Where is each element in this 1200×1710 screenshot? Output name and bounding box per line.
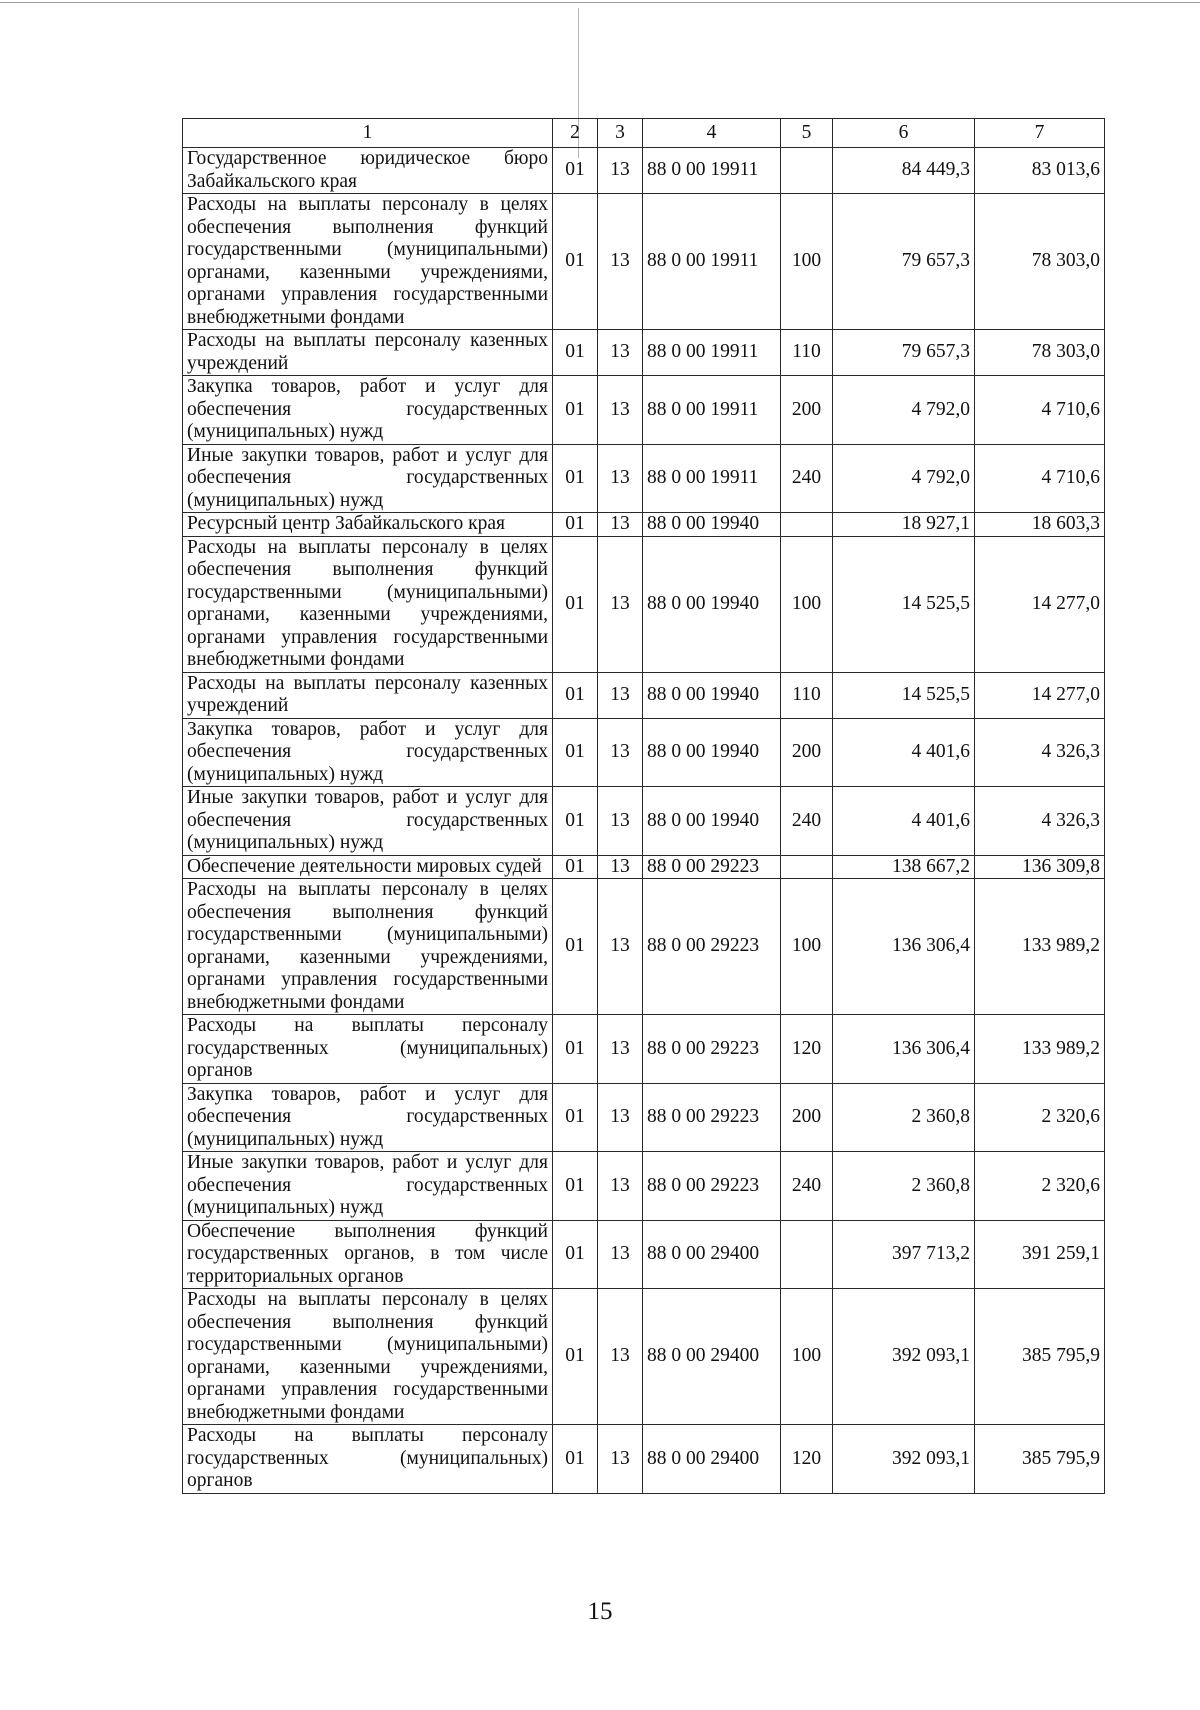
row-amount-col-7: 18 603,3 bbox=[975, 513, 1105, 537]
row-expense-type-code: 240 bbox=[781, 444, 833, 513]
row-expense-type-code: 100 bbox=[781, 536, 833, 672]
row-section-code: 01 bbox=[553, 330, 598, 376]
row-target-article-code: 88 0 00 19940 bbox=[643, 787, 781, 856]
header-col-2: 2 bbox=[553, 119, 598, 148]
row-section-code: 01 bbox=[553, 1152, 598, 1221]
row-subsection-code: 13 bbox=[598, 672, 643, 718]
row-description: Иные закупки товаров, работ и услуг для обеспечения государственных (муниципальных) нужд bbox=[183, 787, 553, 856]
row-target-article-code: 88 0 00 19911 bbox=[643, 376, 781, 445]
row-expense-type-code bbox=[781, 855, 833, 879]
row-amount-col-7: 78 303,0 bbox=[975, 330, 1105, 376]
row-target-article-code: 88 0 00 29223 bbox=[643, 1152, 781, 1221]
row-amount-col-7: 4 326,3 bbox=[975, 718, 1105, 787]
row-subsection-code: 13 bbox=[598, 1220, 643, 1289]
row-description: Расходы на выплаты персоналу в целях обеспечения выполнения функций государственными (муниципальными) органами, казенными учреждениями, органами управления государственными внебюджетными фондами bbox=[183, 536, 553, 672]
row-expense-type-code: 100 bbox=[781, 194, 833, 330]
page-number: 15 bbox=[587, 1598, 613, 1625]
row-amount-col-7: 2 320,6 bbox=[975, 1083, 1105, 1152]
table-row bbox=[183, 1152, 1105, 1221]
row-description: Обеспечение деятельности мировых судей bbox=[183, 855, 553, 879]
row-subsection-code: 13 bbox=[598, 718, 643, 787]
row-section-code: 01 bbox=[553, 513, 598, 537]
row-description: Закупка товаров, работ и услуг для обеспечения государственных (муниципальных) нужд bbox=[183, 1083, 553, 1152]
row-amount-col-6: 138 667,2 bbox=[833, 855, 975, 879]
row-amount-col-6: 84 449,3 bbox=[833, 148, 975, 194]
table-header-row bbox=[183, 119, 1105, 148]
row-target-article-code: 88 0 00 19911 bbox=[643, 148, 781, 194]
row-expense-type-code bbox=[781, 1220, 833, 1289]
row-amount-col-7: 133 989,2 bbox=[975, 1015, 1105, 1084]
table-row bbox=[183, 855, 1105, 879]
row-subsection-code: 13 bbox=[598, 1289, 643, 1425]
table-row bbox=[183, 1425, 1105, 1494]
row-expense-type-code: 120 bbox=[781, 1425, 833, 1494]
row-section-code: 01 bbox=[553, 718, 598, 787]
row-subsection-code: 13 bbox=[598, 148, 643, 194]
row-target-article-code: 88 0 00 19940 bbox=[643, 513, 781, 537]
row-amount-col-6: 2 360,8 bbox=[833, 1152, 975, 1221]
table-row bbox=[183, 1015, 1105, 1084]
table-row bbox=[183, 1289, 1105, 1425]
row-expense-type-code: 200 bbox=[781, 376, 833, 445]
row-amount-col-6: 14 525,5 bbox=[833, 536, 975, 672]
row-amount-col-6: 2 360,8 bbox=[833, 1083, 975, 1152]
row-amount-col-6: 4 401,6 bbox=[833, 718, 975, 787]
row-amount-col-7: 4 710,6 bbox=[975, 376, 1105, 445]
row-expense-type-code: 100 bbox=[781, 1289, 833, 1425]
row-description: Государственное юридическое бюро Забайкальского края bbox=[183, 148, 553, 194]
row-expense-type-code: 240 bbox=[781, 1152, 833, 1221]
row-target-article-code: 88 0 00 19911 bbox=[643, 444, 781, 513]
row-target-article-code: 88 0 00 29400 bbox=[643, 1425, 781, 1494]
row-description: Расходы на выплаты персоналу государственных (муниципальных) органов bbox=[183, 1425, 553, 1494]
row-amount-col-7: 14 277,0 bbox=[975, 536, 1105, 672]
header-col-1: 1 bbox=[183, 119, 553, 148]
row-expense-type-code: 100 bbox=[781, 879, 833, 1015]
row-subsection-code: 13 bbox=[598, 1425, 643, 1494]
table-row bbox=[183, 330, 1105, 376]
row-target-article-code: 88 0 00 29223 bbox=[643, 879, 781, 1015]
row-description: Расходы на выплаты персоналу в целях обеспечения выполнения функций государственными (муниципальными) органами, казенными учреждениями, органами управления государственными внебюджетными фондами bbox=[183, 194, 553, 330]
row-amount-col-6: 14 525,5 bbox=[833, 672, 975, 718]
row-description: Расходы на выплаты персоналу в целях обеспечения выполнения функций государственными (муниципальными) органами, казенными учреждениями, органами управления государственными внебюджетными фондами bbox=[183, 879, 553, 1015]
row-subsection-code: 13 bbox=[598, 787, 643, 856]
header-col-4: 4 bbox=[643, 119, 781, 148]
row-section-code: 01 bbox=[553, 1289, 598, 1425]
table-row bbox=[183, 148, 1105, 194]
row-amount-col-6: 4 792,0 bbox=[833, 376, 975, 445]
row-target-article-code: 88 0 00 29223 bbox=[643, 1083, 781, 1152]
row-amount-col-7: 83 013,6 bbox=[975, 148, 1105, 194]
row-amount-col-6: 79 657,3 bbox=[833, 194, 975, 330]
row-subsection-code: 13 bbox=[598, 194, 643, 330]
row-description: Закупка товаров, работ и услуг для обеспечения государственных (муниципальных) нужд bbox=[183, 376, 553, 445]
row-description: Расходы на выплаты персоналу казенных учреждений bbox=[183, 330, 553, 376]
table-row bbox=[183, 787, 1105, 856]
row-target-article-code: 88 0 00 29223 bbox=[643, 1015, 781, 1084]
row-section-code: 01 bbox=[553, 1015, 598, 1084]
row-expense-type-code: 120 bbox=[781, 1015, 833, 1084]
row-amount-col-7: 391 259,1 bbox=[975, 1220, 1105, 1289]
row-description: Расходы на выплаты персоналу в целях обеспечения выполнения функций государственными (муниципальными) органами, казенными учреждениями, органами управления государственными внебюджетными фондами bbox=[183, 1289, 553, 1425]
scan-top-edge-line bbox=[0, 2, 1200, 3]
row-section-code: 01 bbox=[553, 787, 598, 856]
row-target-article-code: 88 0 00 29400 bbox=[643, 1220, 781, 1289]
row-target-article-code: 88 0 00 19911 bbox=[643, 330, 781, 376]
row-section-code: 01 bbox=[553, 672, 598, 718]
row-subsection-code: 13 bbox=[598, 855, 643, 879]
row-description: Обеспечение выполнения функций государственных органов, в том числе территориальных органов bbox=[183, 1220, 553, 1289]
row-amount-col-6: 392 093,1 bbox=[833, 1289, 975, 1425]
row-subsection-code: 13 bbox=[598, 376, 643, 445]
row-target-article-code: 88 0 00 29223 bbox=[643, 855, 781, 879]
budget-table bbox=[182, 118, 1105, 1494]
row-subsection-code: 13 bbox=[598, 1015, 643, 1084]
row-expense-type-code bbox=[781, 513, 833, 537]
table-row bbox=[183, 1220, 1105, 1289]
row-description: Расходы на выплаты персоналу казенных учреждений bbox=[183, 672, 553, 718]
row-amount-col-7: 78 303,0 bbox=[975, 194, 1105, 330]
row-amount-col-7: 385 795,9 bbox=[975, 1425, 1105, 1494]
row-section-code: 01 bbox=[553, 1425, 598, 1494]
row-subsection-code: 13 bbox=[598, 1152, 643, 1221]
header-col-7: 7 bbox=[975, 119, 1105, 148]
row-subsection-code: 13 bbox=[598, 330, 643, 376]
row-expense-type-code: 200 bbox=[781, 718, 833, 787]
row-amount-col-6: 4 401,6 bbox=[833, 787, 975, 856]
table-row bbox=[183, 513, 1105, 537]
row-description: Закупка товаров, работ и услуг для обеспечения государственных (муниципальных) нужд bbox=[183, 718, 553, 787]
row-amount-col-7: 2 320,6 bbox=[975, 1152, 1105, 1221]
row-amount-col-7: 385 795,9 bbox=[975, 1289, 1105, 1425]
row-section-code: 01 bbox=[553, 1083, 598, 1152]
row-amount-col-7: 136 309,8 bbox=[975, 855, 1105, 879]
table-row bbox=[183, 879, 1105, 1015]
row-subsection-code: 13 bbox=[598, 444, 643, 513]
header-col-6: 6 bbox=[833, 119, 975, 148]
row-amount-col-6: 18 927,1 bbox=[833, 513, 975, 537]
header-col-5: 5 bbox=[781, 119, 833, 148]
row-expense-type-code: 240 bbox=[781, 787, 833, 856]
row-section-code: 01 bbox=[553, 536, 598, 672]
row-section-code: 01 bbox=[553, 855, 598, 879]
row-amount-col-6: 136 306,4 bbox=[833, 879, 975, 1015]
table-row bbox=[183, 1083, 1105, 1152]
row-description: Иные закупки товаров, работ и услуг для обеспечения государственных (муниципальных) нужд bbox=[183, 444, 553, 513]
row-target-article-code: 88 0 00 19940 bbox=[643, 718, 781, 787]
row-expense-type-code: 200 bbox=[781, 1083, 833, 1152]
header-col-3: 3 bbox=[598, 119, 643, 148]
row-target-article-code: 88 0 00 19911 bbox=[643, 194, 781, 330]
row-target-article-code: 88 0 00 29400 bbox=[643, 1289, 781, 1425]
row-section-code: 01 bbox=[553, 1220, 598, 1289]
row-subsection-code: 13 bbox=[598, 879, 643, 1015]
row-amount-col-7: 14 277,0 bbox=[975, 672, 1105, 718]
row-subsection-code: 13 bbox=[598, 1083, 643, 1152]
row-amount-col-7: 4 710,6 bbox=[975, 444, 1105, 513]
row-expense-type-code bbox=[781, 148, 833, 194]
row-section-code: 01 bbox=[553, 194, 598, 330]
row-amount-col-6: 79 657,3 bbox=[833, 330, 975, 376]
row-subsection-code: 13 bbox=[598, 513, 643, 537]
row-amount-col-7: 133 989,2 bbox=[975, 879, 1105, 1015]
row-section-code: 01 bbox=[553, 148, 598, 194]
row-description: Иные закупки товаров, работ и услуг для обеспечения государственных (муниципальных) нужд bbox=[183, 1152, 553, 1221]
table-row bbox=[183, 194, 1105, 330]
row-expense-type-code: 110 bbox=[781, 672, 833, 718]
table-row bbox=[183, 672, 1105, 718]
row-section-code: 01 bbox=[553, 376, 598, 445]
table-row bbox=[183, 718, 1105, 787]
row-amount-col-6: 397 713,2 bbox=[833, 1220, 975, 1289]
row-amount-col-6: 4 792,0 bbox=[833, 444, 975, 513]
row-target-article-code: 88 0 00 19940 bbox=[643, 536, 781, 672]
table-row bbox=[183, 536, 1105, 672]
row-description: Расходы на выплаты персоналу государственных (муниципальных) органов bbox=[183, 1015, 553, 1084]
row-description: Ресурсный центр Забайкальского края bbox=[183, 513, 553, 537]
row-section-code: 01 bbox=[553, 444, 598, 513]
row-section-code: 01 bbox=[553, 879, 598, 1015]
row-amount-col-7: 4 326,3 bbox=[975, 787, 1105, 856]
row-amount-col-6: 392 093,1 bbox=[833, 1425, 975, 1494]
row-target-article-code: 88 0 00 19940 bbox=[643, 672, 781, 718]
row-subsection-code: 13 bbox=[598, 536, 643, 672]
row-amount-col-6: 136 306,4 bbox=[833, 1015, 975, 1084]
table-row bbox=[183, 444, 1105, 513]
table-row bbox=[183, 376, 1105, 445]
row-expense-type-code: 110 bbox=[781, 330, 833, 376]
